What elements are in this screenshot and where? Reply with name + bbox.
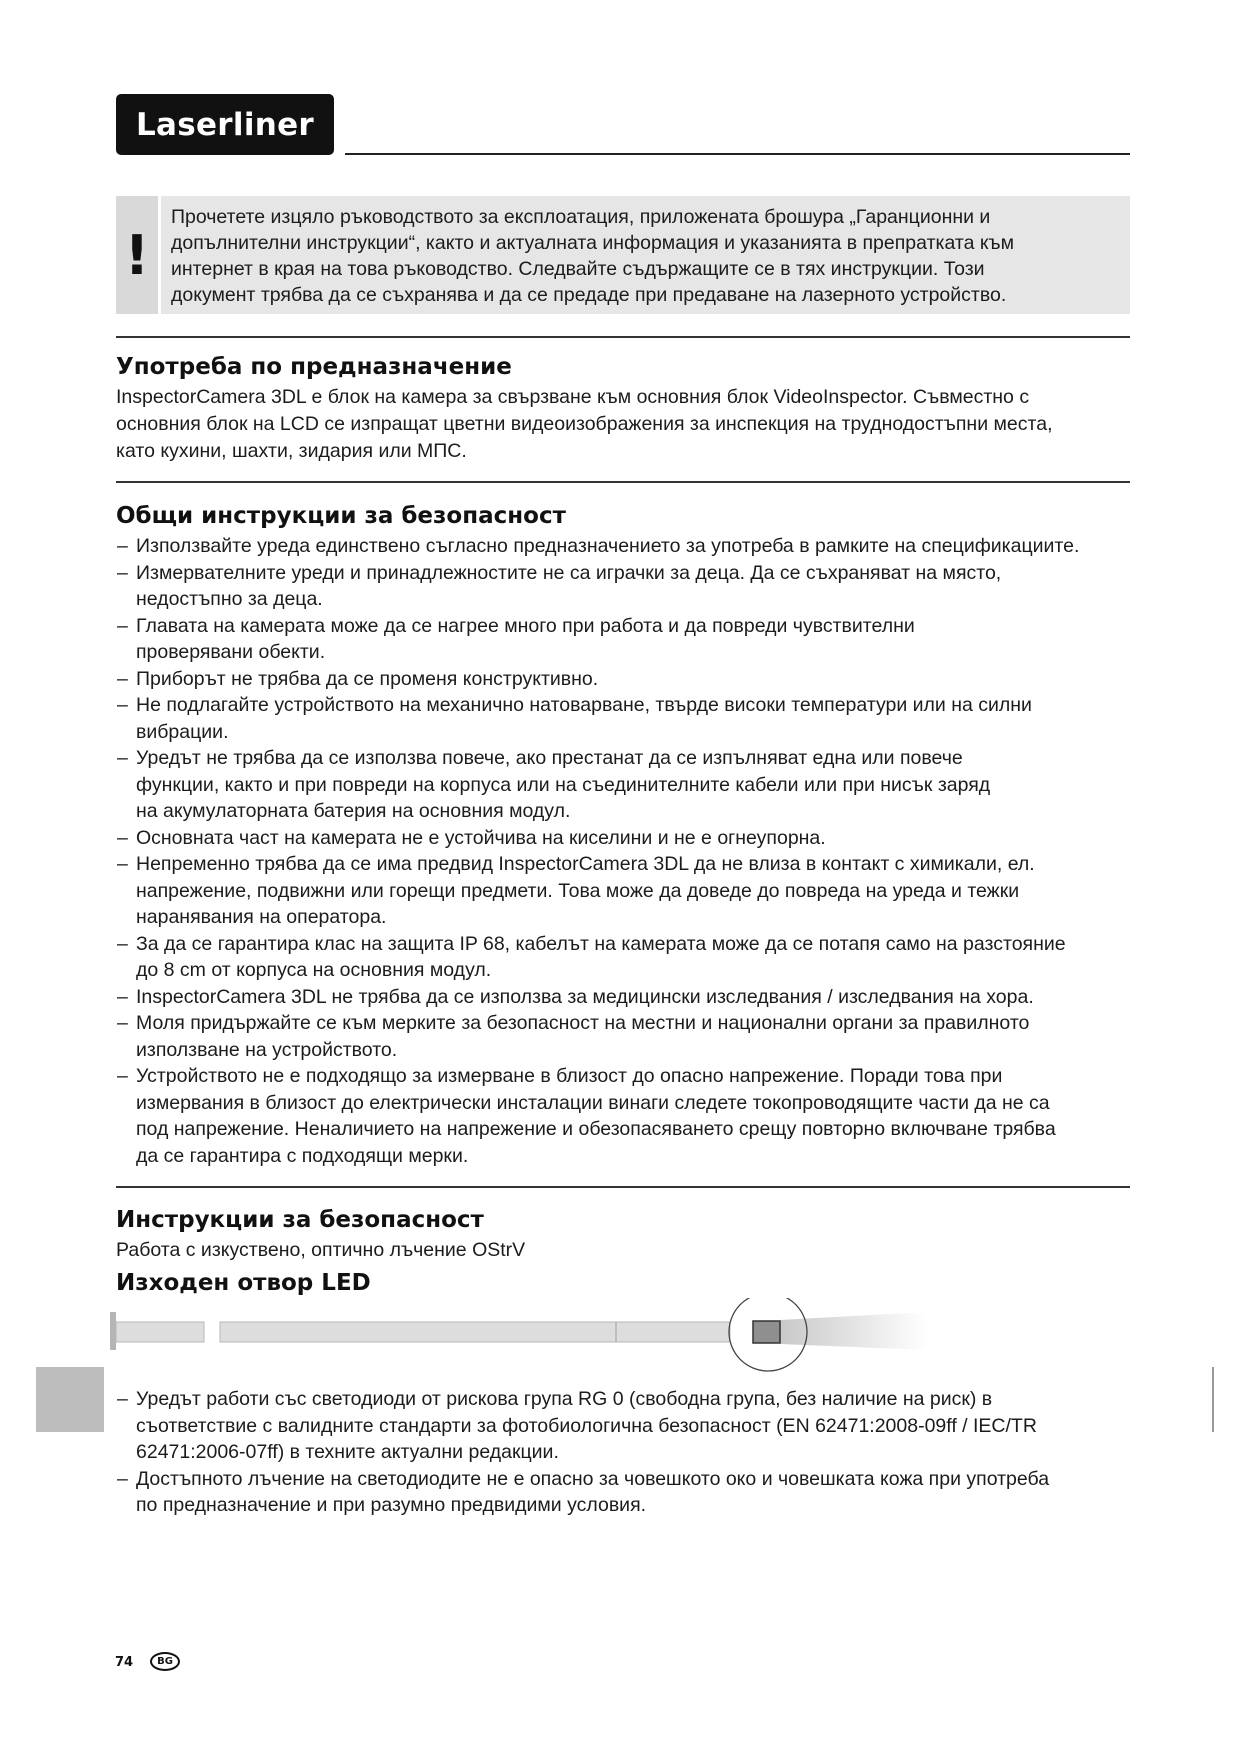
bullet-line: – Непременно трябва да се има предвид InspectorCamera 3DL да не влиза в контакт с химикали, ел.: [136, 853, 1035, 875]
bullet-item: [116, 1063, 1146, 1169]
bullet-line: – За да се гарантира клас на защита IP 68, кабелът на камерата може да се потапя само на разстояние: [136, 932, 1066, 955]
bullet-item: [116, 825, 1146, 852]
language-badge: BG: [150, 1652, 180, 1671]
bullet-item: [116, 931, 1146, 984]
bullet-item: [116, 560, 1146, 613]
bullet-line: – InspectorCamera 3DL не трябва да се използва за медицински изследвания / изследвания на хора.: [136, 985, 1034, 1008]
notice-box: [161, 196, 1130, 314]
bullet-item: [116, 1466, 1146, 1519]
laserliner-logo: Laserliner: [116, 94, 334, 155]
camera-led-diagram: [108, 1298, 948, 1398]
text-line: като кухини, шахти, зидария или МПС.: [116, 440, 467, 462]
bullet-item: [116, 851, 1146, 931]
bullet-line: – Приборът не трябва да се променя конструктивно.: [136, 667, 599, 690]
led-light-beam: [780, 1312, 928, 1350]
bullet-line: – Измервателните уреди и принадлежностите не са играчки за деца. Да се съхраняват на място,: [136, 561, 1002, 584]
bullet-line: недостъпно за деца.: [136, 588, 323, 610]
notice-line: документ трябва да се съхранява и да се предаде при предаване на лазерното устройство.: [171, 284, 1007, 306]
section-divider: [116, 336, 1130, 338]
bullet-line: под напрежение. Неналичието на напрежение и обезопасяването срещу повторно включване трябва: [136, 1118, 1056, 1140]
bullet-item: [116, 692, 1146, 745]
notice-line: интернет в края на това ръководство. Следвайте съдържащите се в тях инструкции. Този: [171, 258, 985, 280]
header-rule: [345, 153, 1130, 155]
bullet-item: [116, 745, 1146, 825]
cable-end-cap: [110, 1312, 116, 1350]
section-divider: [116, 481, 1130, 483]
bullet-line: – Достъпното лъчение на светодиодите не е опасно за човешкото око и човешката кожа при употреба: [136, 1467, 1050, 1490]
led-output-window: [753, 1321, 780, 1343]
bullet-line: проверявани обекти.: [136, 641, 326, 663]
notice-line: допълнителни инструкции“, както и актуалната информация и указанията в препратката към: [171, 232, 1014, 254]
bullet-line: измервания в близост до електрически инсталации винаги следете токопроводящите части да не са: [136, 1091, 1050, 1114]
notice-line: Прочетете изцяло ръководството за експлоатация, приложената брошура „Гаранционни и: [171, 206, 991, 228]
bullet-line: наранявания на оператора.: [136, 906, 387, 928]
optical-radiation-subtitle: Работа с изкуствено, оптично лъчение OStrV: [116, 1239, 526, 1261]
section-divider: [116, 1186, 1130, 1188]
bullet-line: – Използвайте уреда единствено съгласно предназначението за употреба в рамките на спецификациите.: [136, 535, 1080, 557]
bullet-item: [116, 1386, 1146, 1466]
bullet-line: функции, както и при повреди на корпуса или на съединителните кабели или при нисък заряд: [136, 773, 991, 796]
text-line: InspectorCamera 3DL е блок на камера за свързване към основния блок VideoInspector. Съвместно с: [116, 386, 1030, 408]
bullet-line: – Не подлагайте устройството на механично натоварване, твърде високи температури или на силни: [136, 694, 1032, 716]
intended-use-text: [116, 384, 1136, 465]
intended-use-heading: Употреба по предназначение: [116, 354, 512, 380]
bullet-line: съответствие с валидните стандарти за фотобиологична безопасност (EN 62471:2008-09ff / IEC/TR: [136, 1414, 1037, 1437]
page-number: 74: [115, 1655, 134, 1670]
bullet-item: [116, 533, 1146, 560]
side-tab-marker: [36, 1367, 104, 1432]
bullet-line: използване на устройството.: [136, 1038, 398, 1061]
led-output-heading: Изходен отвор LED: [116, 1270, 371, 1296]
bullet-line: напрежение, подвижни или горещи предмети. Това може да доведе до повреда на уреда и тежки: [136, 879, 1020, 902]
safety-instructions-heading: Инструкции за безопасност: [116, 1207, 484, 1233]
led-safety-list: [116, 1386, 1146, 1519]
warning-exclamation-icon: !: [116, 196, 158, 314]
bullet-line: – Моля придържайте се към мерките за безопасност на местни и национални органи за правилното: [136, 1012, 1030, 1034]
bullet-line: – Уредът не трябва да се използва повече, ако престанат да се изпълняват една или повече: [136, 747, 963, 769]
bullet-line: – Основната част на камерата не е устойчива на киселини и не е огнеупорна.: [136, 826, 826, 849]
side-edge-line: [1212, 1367, 1214, 1432]
camera-body: [220, 1322, 730, 1342]
text-line: основния блок на LCD се изпращат цветни видеоизображения за инспекция на труднодостъпни места,: [116, 413, 1053, 435]
bullet-line: до 8 cm от корпуса на основния модул.: [136, 959, 492, 981]
general-safety-heading: Общи инструкции за безопасност: [116, 503, 566, 529]
bullet-item: [116, 984, 1146, 1011]
bullet-line: – Устройството не е подходящо за измерване в близост до опасно напрежение. Поради това при: [136, 1065, 1003, 1087]
cable-segment: [116, 1322, 204, 1342]
bullet-line: вибрации.: [136, 720, 229, 743]
bullet-line: 62471:2006-07ff) в техните актуални редакции.: [136, 1441, 559, 1463]
bullet-line: по предназначение и при разумно предвидими условия.: [136, 1494, 647, 1516]
bullet-item: [116, 613, 1146, 666]
bullet-line: на акумулаторната батерия на основния модул.: [136, 800, 571, 822]
bullet-line: – Уредът работи със светодиоди от рискова група RG 0 (свободна група, без наличие на риск) в: [136, 1388, 993, 1410]
bullet-item: [116, 666, 1146, 693]
bullet-line: да се гарантира с подходящи мерки.: [136, 1144, 469, 1167]
bullet-line: – Главата на камерата може да се нагрее много при работа и да повреди чувствителни: [136, 614, 915, 637]
bullet-item: [116, 1010, 1146, 1063]
general-safety-list: [116, 533, 1146, 1169]
